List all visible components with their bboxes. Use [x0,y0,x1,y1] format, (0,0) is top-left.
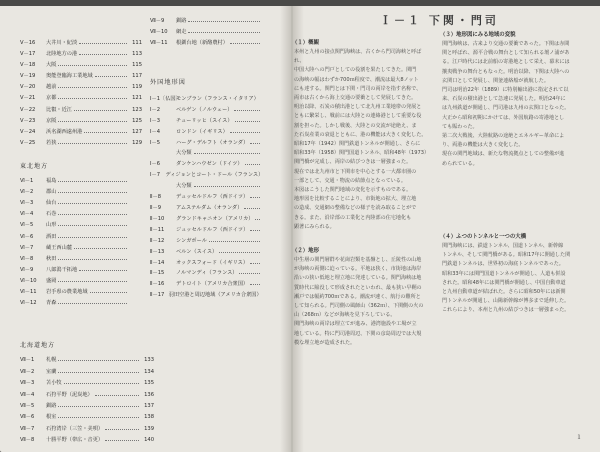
body-text-line: 昭和17年（1942）関門鉄道トンネルが開通し、さらに [294,141,421,148]
body-text-line: された。昭和48年には関門橋が開通し、中国自動車道 [442,279,566,286]
toc-entry [20,367,154,378]
region-heading-hokkaido: 北海道地方 [20,342,56,349]
toc-entry-label: 根室 [46,414,57,421]
body-text-line: 来、石炭の積出港として急速に発展した。明治24年に [442,96,566,103]
toc-entry [150,116,275,127]
body-text-line: の海峡の幅はわずか700ｍ程度で、潮流は最大8ノット [294,76,419,83]
toc-entry [20,198,142,209]
toc-leader-dots [79,43,127,44]
toc-entry-number: Ⅵ－8 [20,255,34,262]
toc-entry-label: 石巻 [46,211,57,218]
toc-entry-number: Ⅱ－8 [150,194,162,201]
body-text-line: の造成、交通網の整備などの様子を読み取ることがで [294,205,417,212]
toc-entry [150,268,275,279]
body-text-line: められている。 [442,160,478,167]
section-heading-landform: （２）地形 [292,248,319,254]
page-title: Ｉ－１ 下関・門司 [380,14,499,27]
toc-entry-label: 札幌 [46,357,57,364]
toc-entry-page: 119 [132,84,142,91]
toc-leader-dots [58,181,127,182]
toc-entry-number: Ⅶ－9 [150,18,165,24]
toc-leader-dots [250,284,260,285]
body-text-line: 関門海峡は、古来より交通の要衝であった。下関は赤間 [442,41,570,47]
body-text-line: 関門海峡には、鉄道トンネル、国道トンネル、新幹線 [442,243,564,249]
toc-entry-number: Ⅱ－12 [150,237,165,244]
toc-entry-number: Ⅶ－4 [20,391,35,398]
toc-leader-dots [84,132,127,133]
toc-entry [20,390,154,401]
toc-entry-number: Ⅰ－1〔仏国〕 [150,95,181,102]
toc-entry-number: Ⅱ－16 [150,281,165,288]
toc-entry-label: 京阪 [46,117,57,124]
toc-leader-dots [58,203,127,204]
body-text-line: 攘夷戦争の舞台ともなった。明治以降、下関は大陸への [442,68,570,75]
toc-entry [150,290,275,301]
toc-entry [150,138,275,149]
body-text-line: 関と呼ばれ、源平合戦の舞台として知られる壇ノ浦があ [442,50,570,57]
article-column-tunnels [442,242,582,428]
toc-entry-page: 125 [132,117,142,124]
toc-leader-dots [58,192,127,193]
toc-entry-label: 室蘭 [46,368,57,375]
toc-entry-number: Ⅴ－23 [20,117,36,124]
toc-entry-number: Ⅴ－19 [20,73,36,80]
toc-entry-label: 大分類 [176,183,192,190]
body-text-line: は九州鉄道が開通し、門司港は九州の玄関口となった。 [442,105,570,112]
toc-leader-dots [58,259,127,260]
toc-entry-label: デュッセルドルフ（西ドイツ） [176,194,249,201]
body-text-line: 瀬戸では幅約700ｍである。潮流が速く、航行の難所と [294,293,421,300]
toc-list-tohoku [20,161,142,309]
toc-entry-page: 137 [144,403,154,410]
toc-entry-label: ディジョンとコート・ドール（フランス） [165,172,264,179]
toc-entry [150,170,275,181]
body-text-line: 玄関口として発展し、関釜連絡船が就航した。 [442,77,549,84]
toc-leader-dots [58,237,127,238]
body-text-line: 明治以降、石炭の積出港として北九州工業地帯の発展と [294,104,422,111]
toc-entry-page: 113 [132,51,142,58]
body-text-line: 顕著にみられる。 [294,223,335,230]
body-text-line: 本図はこうした関門地域の変化を示すものである。 [294,187,412,194]
section-heading-tunnels: （４）ふつのトンネルと一つの大橋 [440,234,527,240]
toc-entry-page: 127 [132,128,142,135]
body-text-line: 関門海峡の両岸は埋立てが進み、港湾施設や工場が立 [294,321,417,328]
toc-entry-label: 盛岡 [46,277,57,284]
toc-entry-number: Ⅴ－16 [20,40,36,46]
toc-entry-label: 釧路 [46,403,57,410]
toc-entry-number: Ⅶ－3 [20,380,35,387]
toc-entry-label: 石狩湾岸（三笠・美唄） [46,425,104,432]
toc-leader-dots [245,164,260,165]
toc-leader-dots [194,186,260,187]
toc-entry [20,254,142,265]
body-text-line: ともに繁栄し、戦前には大陸との連絡港として重要な役 [294,113,422,120]
toc-entry [20,243,142,254]
toc-entry-page: 123 [132,106,142,113]
toc-entry-number: Ⅶ－10 [150,29,168,36]
toc-leader-dots [250,230,260,231]
toc-entry [20,424,154,435]
toc-leader-dots [239,273,260,274]
toc-entry-label: 郡山 [46,189,57,196]
toc-leader-dots [188,32,260,33]
toc-entry-label: 岩手県の農業地域 [46,289,88,296]
body-text-line: り、両港の機能は大きく変化した。 [442,142,524,149]
toc-entry-number: Ⅶ－2 [20,368,35,375]
toc-entry-label: ロンドン（イギリス） [176,128,228,135]
body-text-line: して知られる。門司側の風師山（362ｍ）、下関側の火の [294,303,424,310]
toc-entry [150,214,275,225]
toc-leader-dots [79,54,127,55]
toc-entry-label: 仙台 [46,200,57,207]
toc-entry [20,276,142,287]
toc-entry-label: 蔵王西山麓 [46,244,72,251]
toc-entry [20,220,142,231]
toc-entry-number: Ⅶ－6 [20,414,35,421]
toc-leader-dots [250,263,260,264]
toc-entry [150,203,275,214]
toc-entry-number: Ⅴ－18 [20,62,36,69]
toc-leader-dots [58,303,127,304]
toc-entry-number: Ⅵ－6 [20,233,34,240]
toc-entry [20,38,142,49]
body-text-line: 門トンネルが開通し、山陽新幹線が博多まで延伸した。 [442,298,570,305]
toc-entry [150,247,275,258]
toc-entry [150,38,275,49]
toc-entry-number: Ⅵ－10 [20,277,37,284]
toc-entry-label: ハーグ・デルフト（オランダ） [176,139,249,146]
toc-entry-number: Ⅵ－4 [20,211,34,218]
toc-entry-label: 浜名湖西遠州港 [46,128,83,135]
toc-leader-dots [58,98,127,99]
body-text-line: トンネル、そして関門橋がある。昭和17年に開通した関 [442,252,571,259]
toc-list-hokkaido [20,340,154,447]
toc-entry [20,378,154,389]
body-text-line: 第二次大戦後、大陸航路の途絶とエネルギー革命によ [442,133,565,140]
toc-entry-page: 140 [144,437,154,444]
toc-list-upper-right [150,16,275,49]
toc-leader-dots [58,225,127,226]
toc-entry [20,71,142,82]
toc-entry [150,192,275,203]
toc-entry-number: Ⅰ－6 [150,161,161,168]
toc-entry-label: 石狩平野（泥炭地） [46,391,93,398]
toc-entry-label: 秋田 [46,255,57,262]
toc-entry-label: 網走 [176,29,187,36]
section-heading-change: （３）地形図にみる地域の変貌 [440,32,516,38]
toc-entry-label: デトロイト（アメリカ合衆国） [176,281,249,288]
toc-leader-dots [58,121,127,122]
body-text-line: 地形図を比較することにより、市街地の拡大、埋立地 [294,196,417,203]
toc-entry-number: Ⅵ－7 [20,244,34,251]
toc-entry-page: 136 [144,391,154,398]
toc-entry [150,181,275,192]
body-text-line: 現在では北九州市と下関市を中心とする一大都市圏の [294,168,417,175]
toc-entry [150,16,275,27]
toc-entry [20,401,154,412]
toc-leader-dots [235,121,260,122]
toc-entry-number: Ⅵ－11 [20,289,37,296]
toc-entry-label: グランドキャニオン（アメリカ） [176,215,254,222]
toc-entry-page: 117 [132,73,142,80]
page-number: １ [576,434,583,441]
toc-entry-label: 福島 [46,178,57,185]
toc-entry [20,412,154,423]
body-text-line: る。江戸時代には北前船の寄港地として栄え、幕末には [442,59,570,66]
toc-entry [20,355,154,366]
article-column-overview [294,48,430,238]
toc-leader-dots [230,132,260,133]
toc-leader-dots [74,110,127,111]
toc-entry-number: Ⅵ－12 [20,300,37,307]
toc-entry [150,105,275,116]
toc-entry-label: 越前 [46,84,57,91]
toc-entry [20,209,142,220]
toc-leader-dots [79,270,127,271]
toc-entry-number: Ⅴ－25 [20,139,36,146]
toc-entry-label: 比叡・近江 [46,106,72,113]
body-text-line: 質時代に陥没して形成されたといわれ、最も狭い早鞆の [294,284,422,291]
toc-leader-dots [209,241,260,242]
toc-entry-label: 大阪 [46,62,57,69]
toc-entry [150,279,275,290]
toc-leader-dots [58,87,127,88]
body-text-line: 昭和33年には関門国道トンネルが開通し、人道も併設 [442,270,566,277]
toc-leader-dots [58,360,139,361]
toc-entry-label: 北陸地方の港 [46,51,78,58]
body-text-line: 地している。特に門司港周辺、下関の彦島周辺では大規 [294,330,422,337]
body-text-line: ても賑わった。 [442,123,478,130]
toc-entry-label: 苫小牧 [46,380,62,387]
toc-leader-dots [188,21,260,22]
toc-entry-label: ベルゲン（ノルウェー） [176,106,233,113]
toc-leader-dots [194,153,260,154]
toc-entry-page: 134 [144,368,154,375]
toc-entry-number: Ⅴ－20 [20,84,36,91]
toc-leader-dots [74,248,127,249]
toc-entry-number: Ⅴ－21 [20,95,36,102]
toc-entry-label: 山形 [46,222,57,229]
toc-entry-label: ジュッセルドルフ（西ドイツ） [176,226,249,233]
body-text-line: た石炭産業の衰退とともに、港の機能は大きく変化した。 [294,131,427,138]
toc-entry-number: Ⅶ－1 [20,357,35,364]
toc-entry-number: Ⅵ－9 [20,266,34,273]
toc-entry [150,258,275,269]
body-text-line: 一部として、交通・物流の結節点となっている。 [294,177,406,184]
toc-entry [20,82,142,93]
toc-entry-number: Ⅶ－11 [150,40,168,47]
toc-entry-label: モンブラン（フランス・イタリア） [176,95,259,102]
body-text-line: 中国大陸への門戸としての役割を果たしてきた。関門 [294,67,417,74]
toc-entry-page: 129 [132,139,142,146]
toc-entry-number: Ⅵ－3 [20,200,34,207]
toc-entry-label: オックスフォード（イギリス） [176,259,249,266]
toc-entry [150,94,275,105]
toc-entry [150,236,275,247]
toc-entry [20,298,142,309]
toc-entry [150,225,275,236]
toc-entry [20,232,142,243]
toc-entry-number: Ⅱ－14 [150,259,165,266]
body-text-line: と九州自動車道が結ばれた。さらに昭和50年には新関 [442,289,566,296]
toc-entry [20,49,142,60]
toc-entry-number: Ⅱ－13 [150,248,165,255]
toc-entry-number: Ⅵ－2 [20,189,34,196]
section-heading-foreign: 外国地形図 [150,79,186,86]
toc-leader-dots [90,292,127,293]
toc-entry-number: Ⅱ－17 [150,292,165,299]
toc-entry [20,105,142,116]
toc-entry-number: Ⅰ－7 [150,172,161,179]
toc-entry-label: チューリッヒ（スイス） [176,117,233,124]
body-text-line: 沿いの狭い低地と埋立地に発達している。関門海峡は地 [294,275,422,282]
toc-leader-dots [58,417,139,418]
toc-entry-label: 根釧台地（新酪農村） [176,40,228,47]
body-text-line: 模な埋立地が造成された。 [294,339,356,346]
toc-entry-page: 139 [144,425,154,432]
body-text-line: 門司は明治22年（1889）に特別輸出港に指定されて以 [442,87,569,94]
toc-entry-number: Ⅰ－4 [150,128,161,135]
toc-entry [20,187,142,198]
toc-entry [150,148,275,159]
toc-leader-dots [105,429,139,430]
toc-entry [20,435,154,446]
toc-entry-label: 酒田 [46,233,57,240]
toc-entry [20,93,142,104]
toc-entry-page: 115 [132,62,142,69]
body-text-line: 山（268ｍ）などが海峡を見下ろしている。 [294,312,396,319]
toc-entry-page: 135 [144,380,154,387]
toc-leader-dots [105,440,139,441]
body-text-line: 大正から昭和初期にかけては、外国航路の寄港地とし [442,114,565,121]
body-text-line: 中生層の関門層群や花崗岩類を基盤とし、丘陵性の山地 [294,257,422,263]
body-text-line: 割を担った。しかし戦後、大陸との交流が途絶え、ま [294,122,417,129]
toc-leader-dots [64,383,139,384]
body-text-line: 現在の関門地域は、新たな物流拠点としての整備が進 [442,151,565,158]
toc-entry [20,116,142,127]
toc-entry-label: アムステルダム（オランダ） [176,204,243,211]
toc-entry-label: 八郎潟干拓地 [46,266,78,273]
toc-entry-number: Ⅱ－11 [150,226,165,233]
toc-entry-label: シンガポール [176,237,207,244]
region-heading-tohoku: 東北地方 [20,163,49,170]
toc-entry [150,159,275,170]
toc-leader-dots [230,43,260,44]
toc-leader-dots [244,208,260,209]
toc-entry [150,127,275,138]
body-text-line: 両市は古くから海上交通の要衝として発展してきた。 [294,95,417,102]
toc-entry-label: 奥能登臨海工業地域 [46,73,93,80]
body-text-line: にも達する。関門とは下関・門司の両岸を指す名称で、 [294,85,422,92]
toc-entry-number: Ⅶ－7 [20,425,35,432]
toc-entry [20,138,142,149]
toc-entry-label: 大井川・紀淡 [46,40,78,46]
toc-leader-dots [58,281,127,282]
toc-entry-number: Ⅱ－10 [150,215,165,222]
toc-leader-dots [219,252,260,253]
toc-entry-label: 京都 [46,95,57,102]
section-heading-overview: （１）概観 [292,40,319,46]
toc-leader-dots [95,395,139,396]
toc-entry-label: ベルン（スイス） [176,248,218,255]
body-text-line: 昭和33年（1958）関門国道トンネル、昭和48年（1973） [294,150,430,157]
toc-entry-label: ノルマンディ（フランス） [176,270,238,277]
toc-entry [20,60,142,71]
toc-leader-dots [234,110,260,111]
body-text-line: 門鉄道トンネルは、世界初の海底トンネルであった。 [442,261,564,268]
toc-leader-dots [255,219,260,220]
toc-entry-page: 121 [132,95,142,102]
toc-entry-number: Ⅴ－24 [20,128,36,135]
toc-entry-label: 若狭 [46,139,57,146]
body-text-line: きる。また、沿岸部の工業化と内陸部の住宅地化も [294,214,412,221]
toc-list-foreign [150,78,275,301]
toc-entry-number: Ⅰ－5 [150,139,161,146]
toc-entry-page: 133 [144,357,154,364]
toc-entry-label: 羽田空港と周辺地域（アメリカ合衆国） [168,292,262,299]
toc-leader-dots [58,214,127,215]
body-text-line: 本州と九州の接点関門海峡は、古くから門司海峡と呼ばれ、 [294,49,422,65]
toc-entry-label: 十勝平野（帯広・音更） [46,437,104,444]
toc-entry-number: Ⅴ－22 [20,106,36,113]
toc-entry-number: Ⅵ－5 [20,222,34,229]
toc-entry-number: Ⅱ－9 [150,204,162,211]
article-column-landform [294,256,430,436]
toc-entry-number: Ⅶ－8 [20,437,35,444]
toc-entry-page: 138 [144,414,154,421]
toc-entry-number: Ⅵ－1 [20,178,34,185]
toc-entry-number: Ⅱ－15 [150,270,165,277]
toc-entry-label: ダンケンハウゼン（ドイツ） [176,161,243,168]
toc-leader-dots [58,406,139,407]
body-text-line: が海峡の両側に迫っている。平地は狭く、市街地は海岸 [294,266,422,273]
toc-leader-dots [58,372,139,373]
body-text-line: 関門橋が完成し、両岸の結びつきは一層強まった。 [294,159,412,166]
toc-entry-number: Ⅰ－3 [150,117,161,124]
toc-leader-dots [250,143,260,144]
toc-entry-label: 釧路 [176,18,187,24]
toc-entry [150,27,275,38]
toc-entry [20,176,142,187]
toc-entry-label: 大分類 [176,150,192,157]
toc-leader-dots [250,197,260,198]
toc-entry [20,287,142,298]
toc-entry-number: Ⅴ－17 [20,51,36,58]
article-column-change [442,40,582,226]
body-text-line: これらにより、本州と九州の結びつきは一層強まった。 [442,307,570,314]
toc-entry-number: Ⅶ－5 [20,403,35,410]
toc-leader-dots [95,76,127,77]
toc-entry-label: 青森 [46,300,57,307]
toc-leader-dots [58,65,127,66]
toc-entry [20,127,142,138]
toc-entry [20,265,142,276]
toc-entry-page: 111 [132,40,142,46]
toc-entry-number: Ⅰ－2 [150,106,161,113]
toc-list-chubu [20,38,142,149]
toc-leader-dots [58,143,127,144]
